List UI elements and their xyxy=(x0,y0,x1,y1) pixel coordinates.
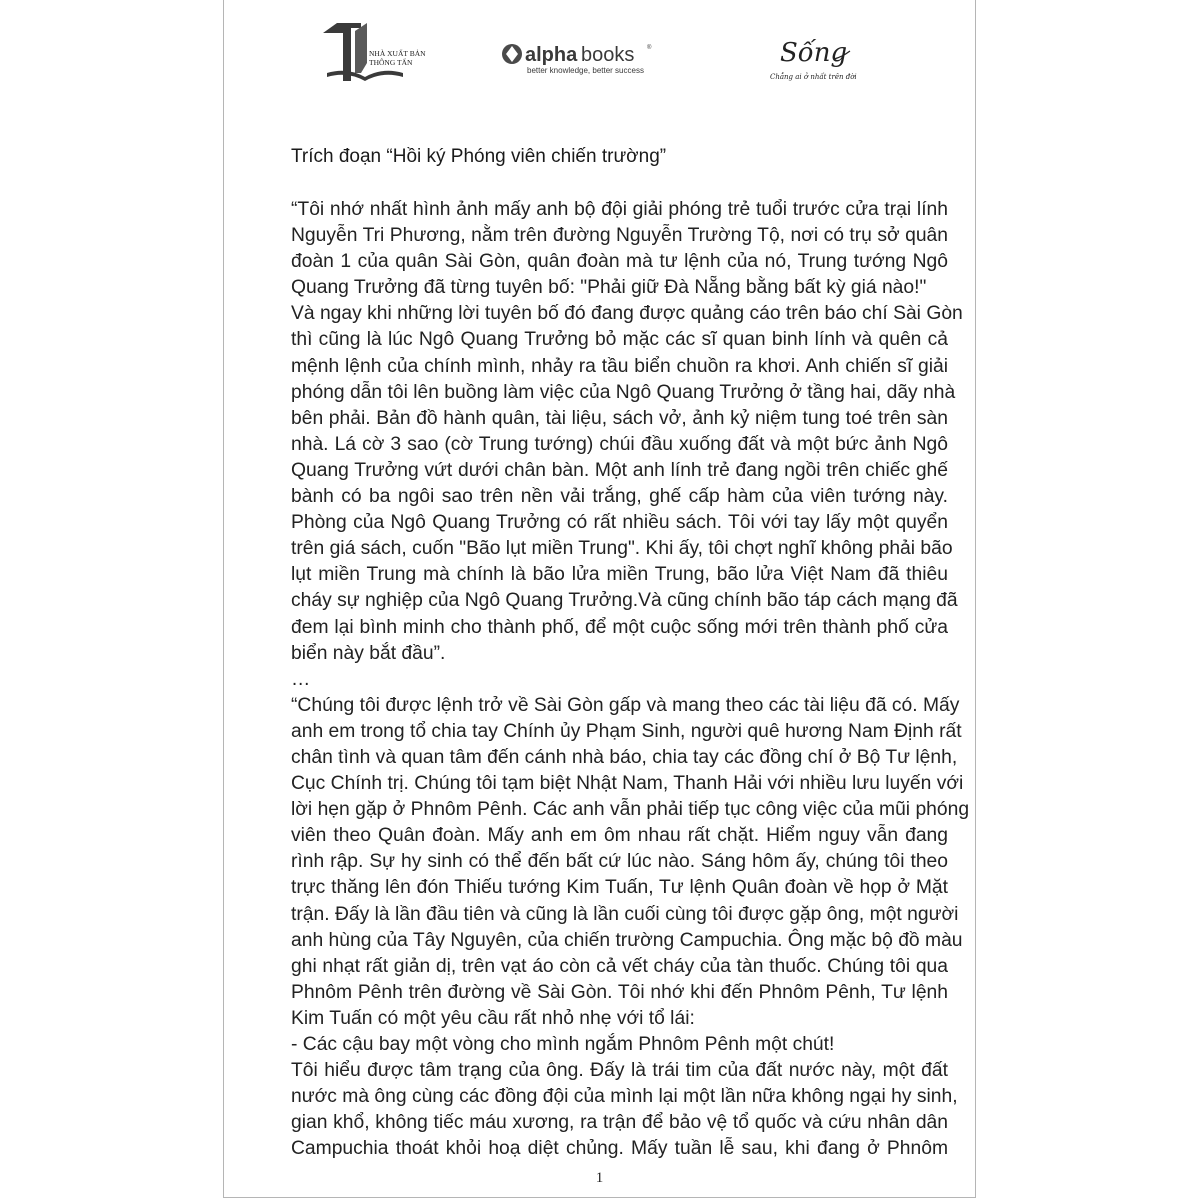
text-line: Quang Trưởng đã từng tuyên bố: "Phải giữ Đà Nẵng bằng bất kỳ giá nào!" xyxy=(291,277,927,299)
text-line: bành có ba ngôi sao trên nền vải trắng, ghế cấp hàm của viên tướng này. xyxy=(291,486,948,508)
text-line: trên giá sách, cuốn "Bão lụt miền Trung". Khi ấy, tôi chợt nghĩ không phải bão xyxy=(291,538,953,560)
text-line: lời hẹn gặp ở Phnôm Pênh. Các anh vẫn phải tiếp tục công việc của mũi phóng xyxy=(291,799,970,821)
thongtan-publisher-logo xyxy=(317,19,427,85)
song-tagline: Chẳng ai ở nhất trên đời xyxy=(770,73,857,81)
text-line: Nguyễn Tri Phương, nằm trên đường Nguyễn Trường Tộ, nơi có trụ sở quân xyxy=(291,225,948,247)
alphabooks-brand-books: books xyxy=(581,44,635,66)
excerpt-title: Trích đoạn “Hồi ký Phóng viên chiến trường” xyxy=(291,146,667,167)
text-line: ghi nhạt rất giản dị, trên vạt áo còn cả vết cháy của tàn thuốc. Chúng tôi qua xyxy=(291,955,948,977)
text-line: rình rập. Sự hy sinh có thể đến bất cứ lúc nào. Sáng hôm ấy, chúng tôi theo xyxy=(291,851,948,873)
text-line: thì cũng là lúc Ngô Quang Trưởng bỏ mặc các sĩ quan binh lính và quên cả xyxy=(291,329,948,351)
excerpt-body xyxy=(291,197,970,1162)
text-line: - Các cậu bay một vòng cho mình ngắm Phnôm Pênh một chút! xyxy=(291,1034,835,1055)
text-line: đoàn 1 của quân Sài Gòn, quân đoàn mà tư lệnh của nó, Trung tướng Ngô xyxy=(291,251,948,273)
text-line: “Tôi nhớ nhất hình ảnh mấy anh bộ đội giải phóng trẻ tuổi trước cửa trại lính xyxy=(291,199,948,220)
text-line: nước mà ông cùng các đồng đội của mình lại một lần nữa không ngại hy sinh, xyxy=(291,1086,958,1108)
text-line: Tôi hiểu được tâm trạng của ông. Đấy là trái tim của đất nước này, một đất xyxy=(291,1060,948,1082)
text-line: lụt miền Trung mà chính là bão lửa miền Trung, bão lửa Việt Nam đã thiêu xyxy=(291,564,948,586)
page-number: 1 xyxy=(595,1170,604,1186)
text-line: bên phải. Bản đồ hành quân, tài liệu, sách vở, ảnh kỷ niệm tung toé trên sàn xyxy=(291,407,948,429)
song-brand: Sống xyxy=(780,38,848,68)
text-line: Campuchia thoát khỏi hoạ diệt chủng. Mấy tuần lễ sau, khi đang ở Phnôm xyxy=(291,1138,948,1160)
text-line: biển này bắt đầu”. xyxy=(291,642,446,664)
thongtan-logo-line1: NHÀ XUẤT BẢN xyxy=(369,49,426,58)
text-line: Phòng của Ngô Quang Trưởng có rất nhiều sách. Tôi với tay lấy một quyển xyxy=(291,512,948,534)
alphabooks-brand-alpha: alpha xyxy=(525,44,578,66)
song-logo xyxy=(764,31,864,85)
text-line: Cục Chính trị. Chúng tôi tạm biệt Nhật Nam, Thanh Hải với nhiều lưu luyến với xyxy=(291,773,964,795)
text-line: trực thăng lên đón Thiếu tướng Kim Tuấn, Tư lệnh Quân đoàn về họp ở Mặt xyxy=(291,877,948,899)
text-line: đem lại bình minh cho thành phố, để một cuộc sống mới trên thành phố cửa xyxy=(291,616,948,638)
text-line: viên theo Quân đoàn. Mấy anh em ôm nhau rất chặt. Hiểm nguy vẫn đang xyxy=(291,825,948,847)
text-line: chân tình và quan tâm đến cánh nhà báo, chia tay các đồng chí ở Bộ Tư lệnh, xyxy=(291,746,958,768)
text-line: anh hùng của Tây Nguyên, của chiến trường Campuchia. Ông mặc bộ đồ màu xyxy=(291,929,963,951)
text-line: anh em trong tổ chia tay Chính ủy Phạm Sinh, người quê hương Nam Định rất xyxy=(291,720,962,742)
text-line: nhà. Lá cờ 3 sao (cờ Trung tướng) chúi đầu xuống đất và một bức ảnh Ngô xyxy=(291,433,948,455)
text-line: “Chúng tôi được lệnh trở về Sài Gòn gấp và mang theo các tài liệu đã có. Mấy xyxy=(291,694,960,716)
text-line: Quang Trưởng vứt dưới chân bàn. Một anh lính trẻ đang ngồi trên chiếc ghế xyxy=(291,459,948,481)
text-line: mệnh lệnh của chính mình, nhảy ra tầu biển chuồn ra khơi. Anh chiến sĩ giải xyxy=(291,355,948,377)
text-line: … xyxy=(291,668,311,690)
text-line: phóng dẫn tôi lên buồng làm việc của Ngô Quang Trưởng ở tầng hai, dãy nhà xyxy=(291,381,956,403)
text-line: gian khổ, không tiếc máu xương, ra trận để bảo vệ tổ quốc và cứu nhân dân xyxy=(291,1112,948,1134)
text-line: cháy sự nghiệp của Ngô Quang Trưởng.Và cũng chính bão táp cách mạng đã xyxy=(291,590,958,612)
alphabooks-registered-mark: ® xyxy=(647,45,652,51)
text-line: Phnôm Pênh trên đường về Sài Gòn. Tôi nhớ khi đến Phnôm Pênh, Tư lệnh xyxy=(291,981,948,1003)
text-line: Kim Tuấn có một yêu cầu rất nhỏ nhẹ với tổ lái: xyxy=(291,1007,695,1029)
alphabooks-logo xyxy=(499,37,669,79)
thongtan-logo-line2: THÔNG TẤN xyxy=(369,58,413,67)
document-page xyxy=(223,0,976,1198)
alphabooks-tagline: better knowledge, better success xyxy=(527,66,644,75)
text-line: trận. Đấy là lần đầu tiên và cũng là lần cuối cùng tôi được gặp ông, một người xyxy=(291,903,959,925)
text-line: Và ngay khi những lời tuyên bố đó đang được quảng cáo trên báo chí Sài Gòn xyxy=(291,303,963,325)
